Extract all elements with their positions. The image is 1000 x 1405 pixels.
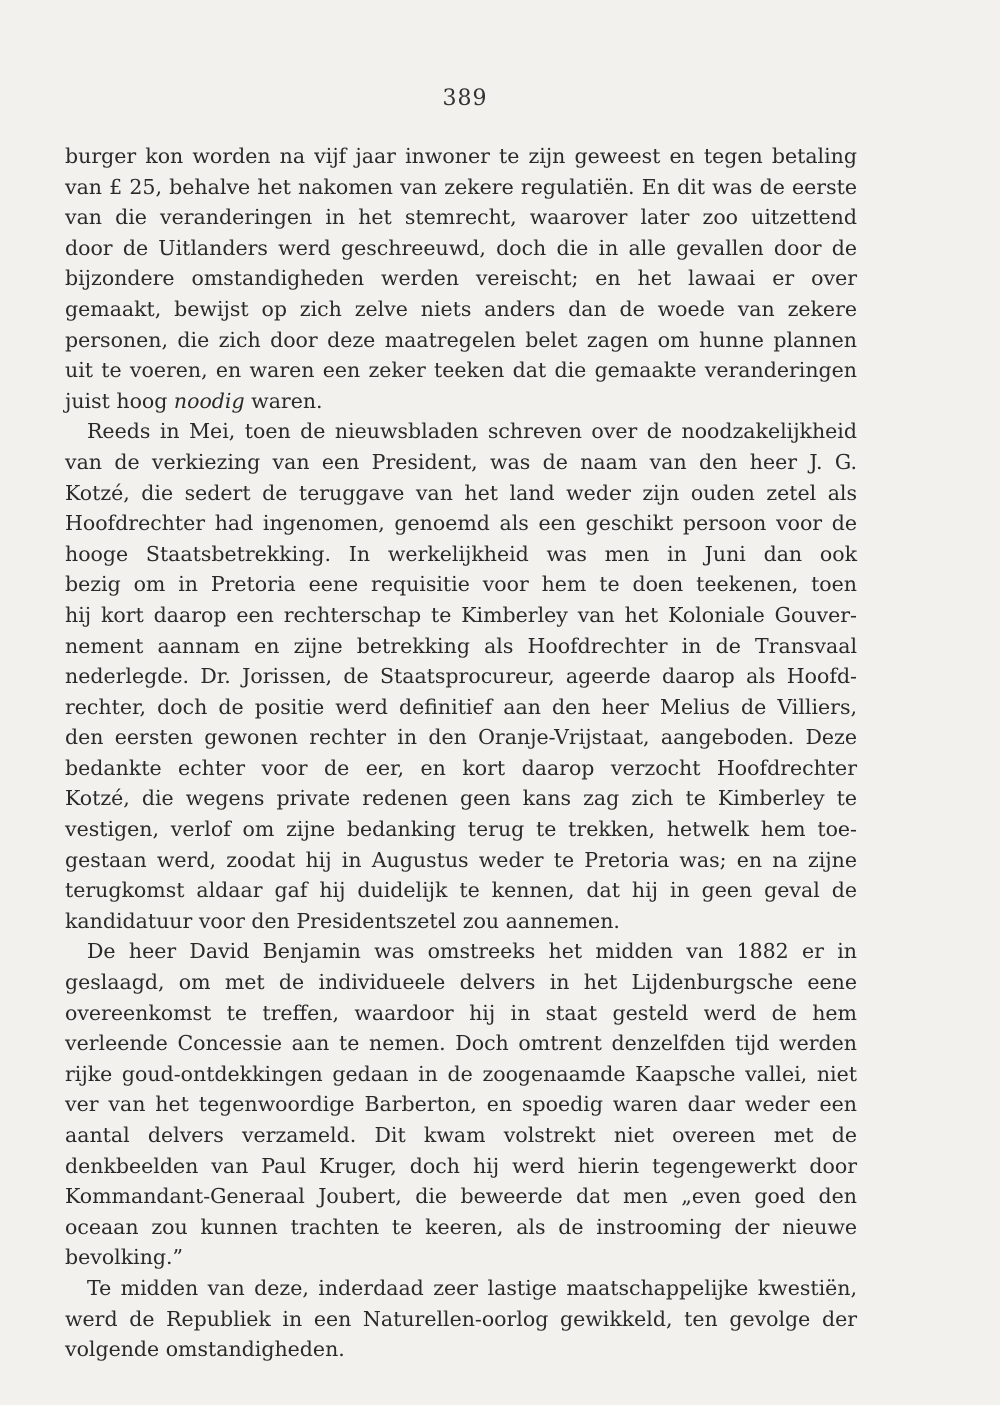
text-line: Kommandant-Generaal Joubert, die beweerde dat men „even goed den <box>65 1184 857 1209</box>
text-line: burger kon worden na vijf jaar inwoner te zijn geweest en tegen betaling <box>65 144 857 168</box>
text-line: ver van het tegenwoordige Barberton, en spoedig waren daar weder een <box>65 1092 857 1117</box>
text-line: den eersten gewonen rechter in den Oranje-Vrijstaat, aangeboden. Deze <box>65 725 857 750</box>
text-line: van £ 25, behalve het nakomen van zekere regulatiën. En dit was de eerste <box>65 174 857 199</box>
text-line: hij kort daarop een rechterschap te Kimberley van het Koloniale Gouver- <box>65 602 857 627</box>
text-line: De heer David Benjamin was omstreeks het midden van 1882 er in <box>87 939 857 964</box>
text-line: kandidatuur voor den Presidentszetel zou aannemen. <box>65 908 620 933</box>
text-line: volgende omstandigheden. <box>65 1337 345 1362</box>
text-line: nement aannam en zijne betrekking als Hoofdrechter in de Transvaal <box>65 633 857 658</box>
text-line: Te midden van deze, inderdaad zeer lastige maatschappelijke kwestiën, <box>87 1275 857 1300</box>
text-line: oceaan zou kunnen trachten te keeren, als de instrooming der nieuwe <box>65 1214 857 1239</box>
text-line: werd de Republiek in een Naturellen-oorlog gewikkeld, ten gevolge der <box>65 1306 857 1331</box>
text-line: bezig om in Pretoria eene requisitie voor hem te doen teekenen, toen <box>65 572 857 597</box>
text-line: Hoofdrechter had ingenomen, genoemd als een geschikt persoon voor de <box>65 511 857 536</box>
text-line: vestigen, verlof om zijne bedanking terug te trekken, hetwelk hem toe- <box>65 817 857 842</box>
text-fragment: juist hoog <box>65 388 174 413</box>
text-line: Reeds in Mei, toen de nieuwsbladen schreven over de noodzakelijkheid <box>87 419 857 444</box>
body-text <box>65 141 857 1365</box>
text-line: rechter, doch de positie werd definitief aan den heer Melius de Villiers, <box>65 694 857 719</box>
text-line: personen, die zich door deze maatregelen belet zagen om hunne plannen <box>65 327 857 352</box>
text-line: bijzondere omstandigheden werden vereischt; en het lawaai er over <box>65 266 857 291</box>
text-line: verleende Concessie aan te nemen. Doch omtrent denzelfden tijd werden <box>65 1031 857 1056</box>
text-line: Kotzé, die wegens private redenen geen kans zag zich te Kimberley te <box>65 786 857 811</box>
text-line: uit te voeren, en waren een zeker teeken dat die gemaakte veranderingen <box>65 358 857 383</box>
text-line: bevolking.” <box>65 1245 184 1270</box>
text-line: geslaagd, om met de individueele delvers in het Lijdenburgsche eene <box>65 970 857 995</box>
text-line: denkbeelden van Paul Kruger, doch hij werd hierin tegengewerkt door <box>65 1153 857 1178</box>
text-line: aantal delvers verzameld. Dit kwam volstrekt niet overeen met de <box>65 1123 857 1147</box>
text-line <box>65 386 857 417</box>
text-line: gemaakt, bewijst op zich zelve niets anders dan de woede van zekere <box>65 296 857 321</box>
page-number: 389 <box>442 86 488 111</box>
text-fragment: waren. <box>244 388 323 413</box>
text-line: van die veranderingen in het stemrecht, waarover later zoo uitzettend <box>65 205 857 230</box>
emphasized-word: noodig <box>173 388 245 413</box>
text-line: gestaan werd, zoodat hij in Augustus weder te Pretoria was; en na zijne <box>65 847 857 872</box>
text-line: door de Uitlanders werd geschreeuwd, doch die in alle gevallen door de <box>65 235 857 260</box>
text-line: overeenkomst te treffen, waardoor hij in staat gesteld werd de hem <box>65 1000 857 1025</box>
text-line: rijke goud-ontdekkingen gedaan in de zoogenaamde Kaapsche vallei, niet <box>65 1061 857 1086</box>
text-line: hooge Staatsbetrekking. In werkelijkheid was men in Juni dan ook <box>65 541 857 566</box>
text-line: bedankte echter voor de eer, en kort daarop verzocht Hoofdrechter <box>65 755 857 780</box>
text-line: Kotzé, die sedert de teruggave van het land weder zijn ouden zetel als <box>65 480 857 505</box>
text-line: nederlegde. Dr. Jorissen, de Staatsprocureur, ageerde daarop als Hoofd- <box>65 664 857 689</box>
text-line: van de verkiezing van een President, was de naam van den heer J. G. <box>65 449 857 474</box>
text-line: terugkomst aldaar gaf hij duidelijk te kennen, dat hij in geen geval de <box>65 878 857 903</box>
